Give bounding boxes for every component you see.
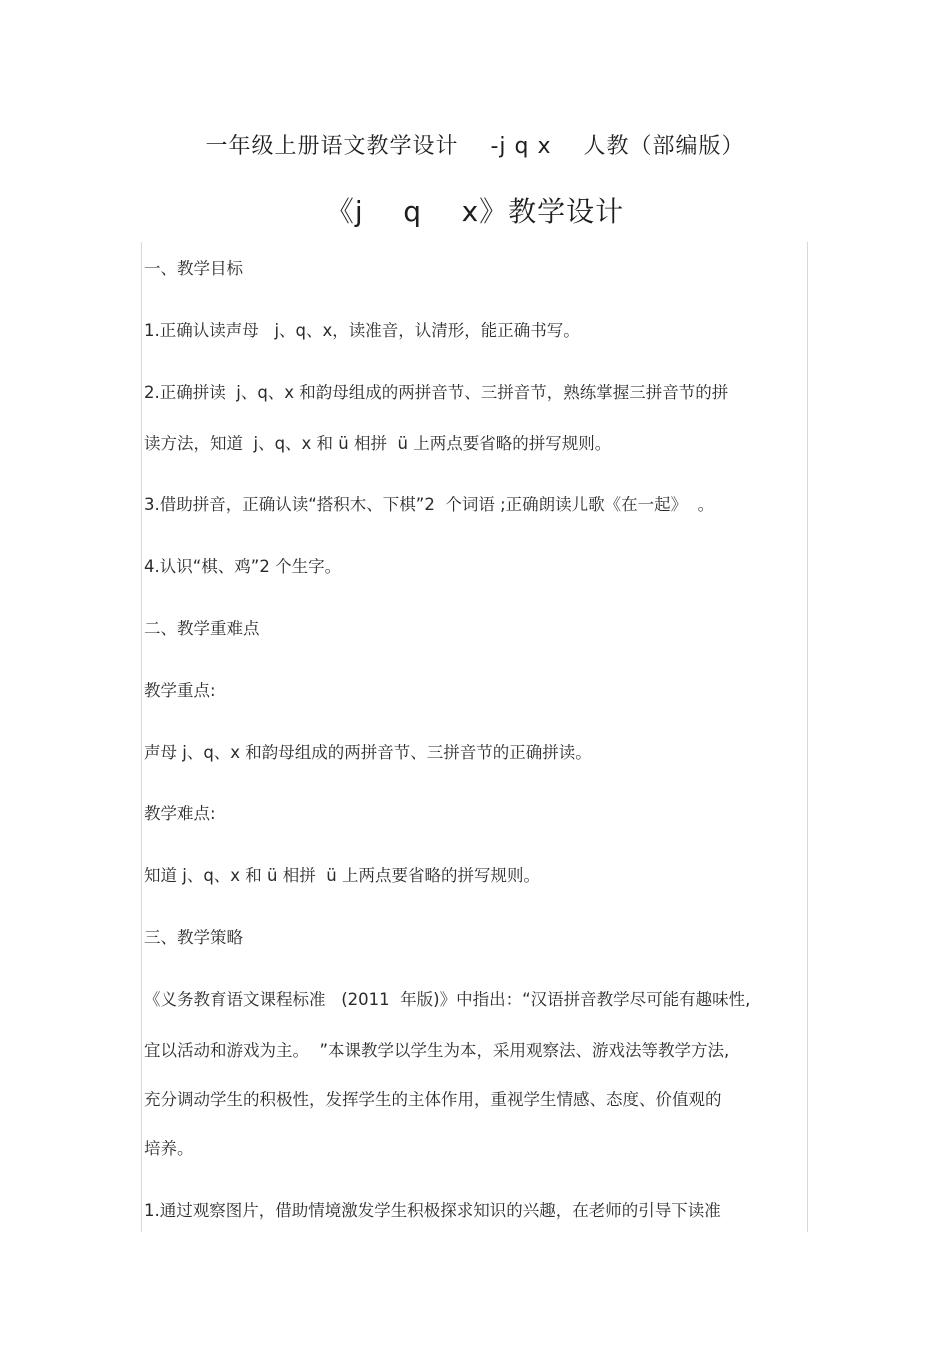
document-header-title: 一年级上册语文教学设计 -j q x 人教（部编版） <box>205 134 745 159</box>
lesson-title: 《j q x》教学设计 <box>325 195 625 228</box>
strategy-paragraph-line-1: 《义务教育语文课程标准 (2011 年版)》中指出：“汉语拼音教学尽可能有趣味性, <box>144 990 751 1009</box>
difficulty-text: 知道 j、q、x 和 ü 相拼 ü 上两点要省略的拼写规则。 <box>144 866 540 885</box>
key-point-text: 声母 j、q、x 和韵母组成的两拼音节、三拼音节的正确拼读。 <box>144 743 592 762</box>
section-heading-strategy: 三、教学策略 <box>144 928 243 947</box>
strategy-paragraph-line-2: 宜以活动和游戏为主。 ”本课教学以学生为本，采用观察法、游戏法等教学方法, <box>144 1041 730 1060</box>
objective-2-line-2: 读方法，知道 j、q、x 和 ü 相拼 ü 上两点要省略的拼写规则。 <box>144 434 612 453</box>
strategy-paragraph-line-4: 培养。 <box>144 1139 194 1158</box>
section-heading-objectives: 一、教学目标 <box>144 259 243 278</box>
difficulty-label: 教学难点: <box>144 804 216 823</box>
objective-2-line-1: 2.正确拼读 j、q、x 和韵母组成的两拼音节、三拼音节，熟练掌握三拼音节的拼 <box>144 383 729 402</box>
objective-3: 3.借助拼音，正确认读“搭积木、下棋”2 个词语 ;正确朗读儿歌《在一起》 。 <box>144 495 715 514</box>
strategy-point-1: 1.通过观察图片，借助情境激发学生积极探求知识的兴趣，在老师的引导下读准 <box>144 1201 721 1220</box>
objective-1: 1.正确认读声母 j、q、x，读准音，认清形，能正确书写。 <box>144 321 580 340</box>
strategy-paragraph-line-3: 充分调动学生的积极性，发挥学生的主体作用，重视学生情感、态度、价值观的 <box>144 1090 722 1109</box>
objective-4: 4.认识“棋、鸡”2 个生字。 <box>144 557 342 576</box>
section-heading-key-points: 二、教学重难点 <box>144 619 260 638</box>
key-point-label: 教学重点: <box>144 681 216 700</box>
